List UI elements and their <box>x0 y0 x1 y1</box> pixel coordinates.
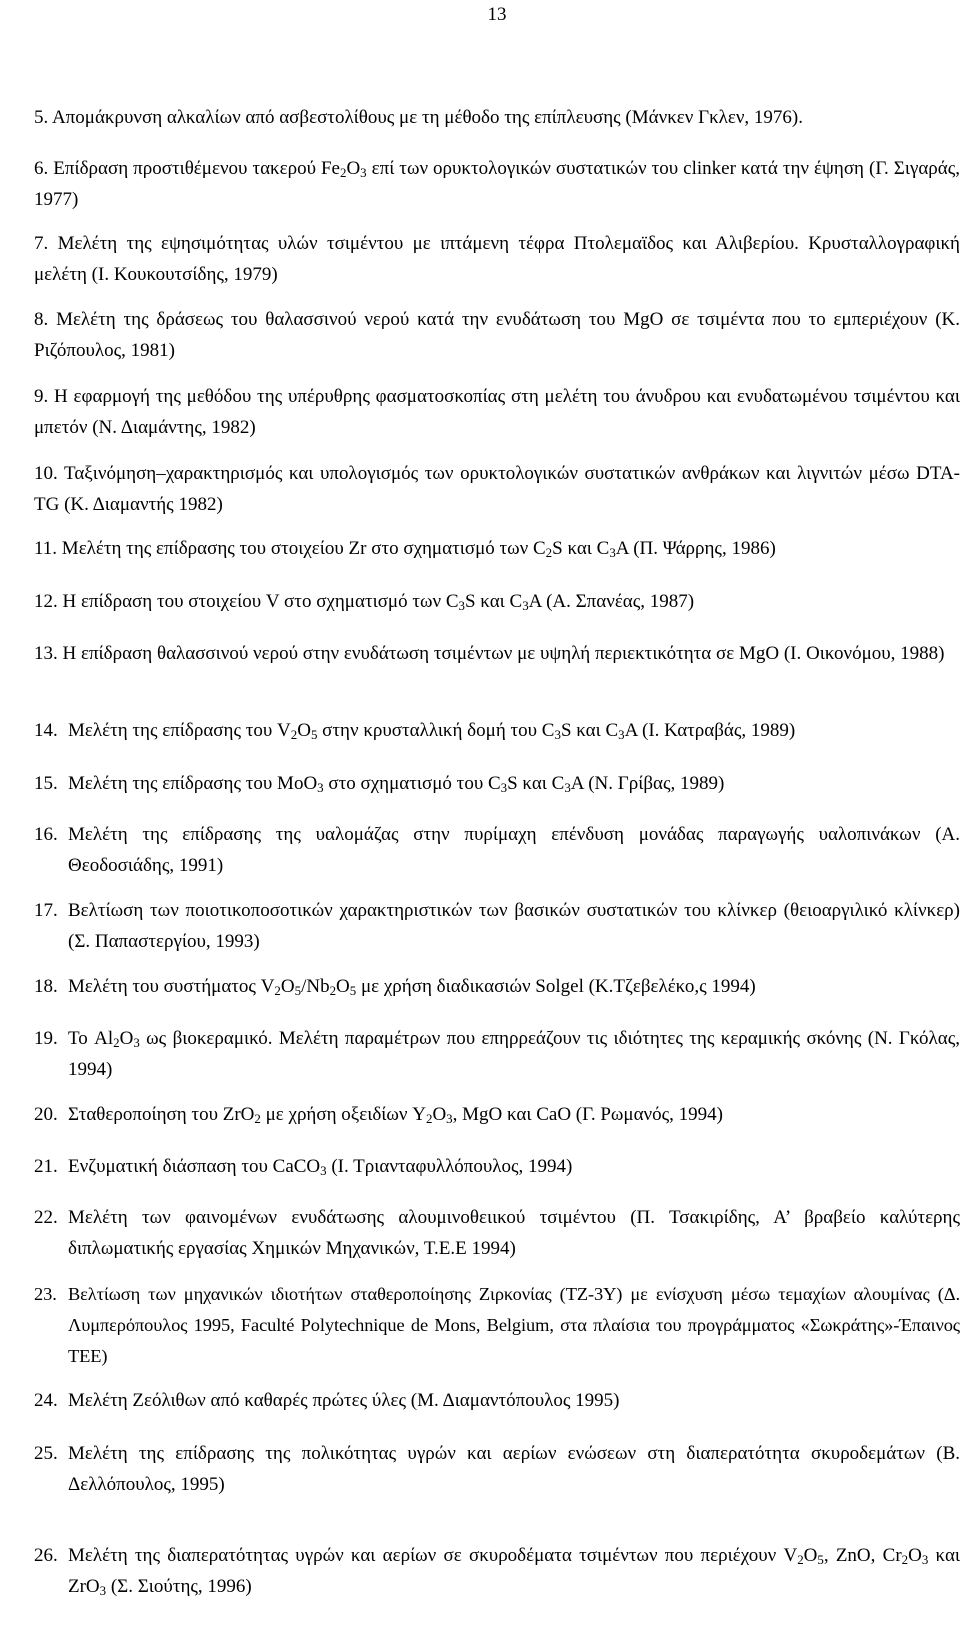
item-text: Επίδραση προστιθέμενου τακερού $Fe_2O_3$ επί των ορυκτολογικών συστατικών του clinker κατά την έψηση (Γ. Σιγαράς, 1977) <box>34 158 960 210</box>
item-text: Ενζυματική διάσπαση του CaCO$_3$ (Ι. Τριανταφυλλόπουλος, 1994) <box>68 1156 573 1179</box>
item-number: 5. <box>34 107 49 128</box>
item-text: Μελέτη της εψησιμότητας υλών τσιμέντου με ιπτάμενη τέφρα Πτολεμαϊδος και Αλιβερίου. Κρυσταλλογραφική μελέτη (Ι. Κουκουτσίδης, 1979) <box>34 233 960 285</box>
item-text: Μελέτη της δράσεως του θαλασσινού νερού κατά την ενυδάτωση του MgO σε τσιμέντα που το εμπεριέχουν (Κ. Ριζόπουλος, 1981) <box>34 309 960 361</box>
list-item <box>34 971 960 1002</box>
item-text: Βελτίωση των ποιοτικοποσοτικών χαρακτηριστικών των βασικών συστατικών του κλίνκερ (θειοαργιλικό κλίνκερ) (Σ. Παπαστεργίου, 1993) <box>68 900 960 952</box>
item-number: 11. <box>34 538 58 559</box>
item-number: 15. <box>34 773 58 794</box>
item-text: Απομάκρυνση αλκαλίων από ασβεστολίθους με τη μέθοδο της επίπλευσης (Μάνκεν Γκλεν, 1976). <box>51 107 804 128</box>
item-text: Η εφαρμογή της μεθόδου της υπέρυθρης φασματοσκοπίας στη μελέτη του άνυδρου και ενυδατωμένου τσιμέντου και μπετόν (Ν. Διαμάντης, 1982) <box>34 386 960 438</box>
item-number: 12. <box>34 591 58 612</box>
item-number: 17. <box>34 900 58 921</box>
list-item <box>34 458 960 520</box>
list-item <box>34 533 960 564</box>
list-item <box>34 228 960 290</box>
list-item <box>34 895 960 957</box>
list-item <box>34 1279 960 1372</box>
item-number: 25. <box>34 1443 58 1464</box>
item-text: Μελέτη της επίδρασης της πολικότητας υγρών και αερίων ενώσεων στη διαπερατότητα σκυροδεμάτων (Β. Δελλόπουλος, 1995) <box>68 1443 960 1495</box>
item-text: Μελέτη της επίδρασης του MoO$_3$ στο σχηματισμό του $C_3S$ και $C_3A$ (Ν. Γρίβας, 1989) <box>68 773 725 796</box>
item-text: Η επίδραση του στοιχείου V στο σχηματισμό των $C_3S$ και $C_3A$ (Α. Σπανέας, 1987) <box>62 591 695 614</box>
item-text: Η επίδραση θαλασσινού νερού στην ενυδάτωση τσιμέντων με υψηλή περιεκτικότητα σε MgO (Ι. Οικονόμου, 1988) <box>62 643 945 664</box>
list-item <box>34 819 960 881</box>
item-text: Μελέτη της επίδρασης του $V_2O_5$ στην κρυσταλλική δομή του $C_3S$ και $C_3A$ (Ι. Κατραβάς, 1989) <box>68 720 796 743</box>
page-number: 13 <box>487 4 507 25</box>
item-number: 22. <box>34 1207 58 1228</box>
list-item <box>34 153 960 215</box>
item-number: 21. <box>34 1156 58 1177</box>
item-number: 13. <box>34 643 58 664</box>
item-number: 24. <box>34 1390 58 1411</box>
item-number: 16. <box>34 824 58 845</box>
list-item <box>34 586 960 617</box>
item-text: Μελέτη της διαπερατότητας υγρών και αερίων σε σκυροδέματα τσιμέντων που περιέχουν $V_2O_5$, ZnO, $Cr_2O_3$ και ZrO$_3$ (Σ. Σιούτης, 1996) <box>68 1545 960 1599</box>
item-number: 26. <box>34 1545 58 1566</box>
item-number: 20. <box>34 1104 58 1125</box>
item-text: Σταθεροποίηση του ZrO$_2$ με χρήση οξειδίων $Y_2O_3$, MgO και CaO (Γ. Ρωμανός, 1994) <box>68 1104 723 1127</box>
list-item <box>34 638 960 669</box>
item-text: Βελτίωση των μηχανικών ιδιοτήτων σταθεροποίησης Ζιρκονίας (TZ-3Y) με ενίσχυση μέσω τεμαχίων αλουμίνας (Δ. Λυμπερόπουλος 1995, Faculté Polytechnique de Mons, Belgium, στα πλαίσια του προγράμματος «Σωκράτης»-Έπαινος ΤΕΕ) <box>68 1284 960 1366</box>
item-number: 10. <box>34 463 58 484</box>
list-item <box>34 1023 960 1085</box>
list-item <box>34 1540 960 1602</box>
item-text: Το $Al_2O_3$ ως βιοκεραμικό. Μελέτη παραμέτρων που επηρρεάζουν τις ιδιότητες της κεραμικής σκόνης (Ν. Γκόλας, 1994) <box>68 1028 960 1080</box>
list-item <box>34 1202 960 1264</box>
item-number: 6. <box>34 158 49 179</box>
list-item <box>34 381 960 443</box>
item-number: 14. <box>34 720 58 741</box>
list-item <box>34 1438 960 1500</box>
item-number: 9. <box>34 386 49 407</box>
list-item <box>34 1151 960 1182</box>
list-item <box>34 102 960 133</box>
item-text: Μελέτη του συστήματος $V_2O_5/Nb_2O_5$ με χρήση διαδικασιών Solgel (Κ.Τζεβελέκο,ς 1994) <box>68 976 756 999</box>
item-text: Μελέτη Ζεόλιθων από καθαρές πρώτες ύλες (Μ. Διαμαντόπουλος 1995) <box>68 1390 620 1411</box>
list-item <box>34 304 960 366</box>
item-number: 7. <box>34 233 49 254</box>
item-number: 8. <box>34 309 49 330</box>
item-number: 18. <box>34 976 58 997</box>
item-text: Μελέτη της επίδρασης του στοιχείου Zr στο σχηματισμό των $C_2S$ και $C_3A$ (Π. Ψάρρης, 1986) <box>61 538 776 561</box>
item-number: 19. <box>34 1028 58 1049</box>
item-text: Μελέτη των φαινομένων ενυδάτωσης αλουμινοθειικού τσιμέντου (Π. Τσακιρίδης, Α’ βραβείο καλύτερης διπλωματικής εργασίας Χημικών Μηχανικών, Τ.Ε.Ε 1994) <box>68 1207 960 1259</box>
item-text: Ταξινόμηση–χαρακτηρισμός και υπολογισμός των ορυκτολογικών συστατικών ανθράκων και λιγνιτών μέσω DTA-TG (Κ. Διαμαντής 1982) <box>34 463 960 515</box>
item-text: Μελέτη της επίδρασης της υαλομάζας στην πυρίμαχη επένδυση μονάδας παραγωγής υαλοπινάκων (Α. Θεοδοσιάδης, 1991) <box>68 824 960 876</box>
list-item <box>34 1385 960 1416</box>
item-number: 23. <box>34 1284 57 1304</box>
list-item <box>34 768 960 799</box>
list-item <box>34 715 960 746</box>
document-page <box>34 0 960 1631</box>
list-item <box>34 1099 960 1130</box>
